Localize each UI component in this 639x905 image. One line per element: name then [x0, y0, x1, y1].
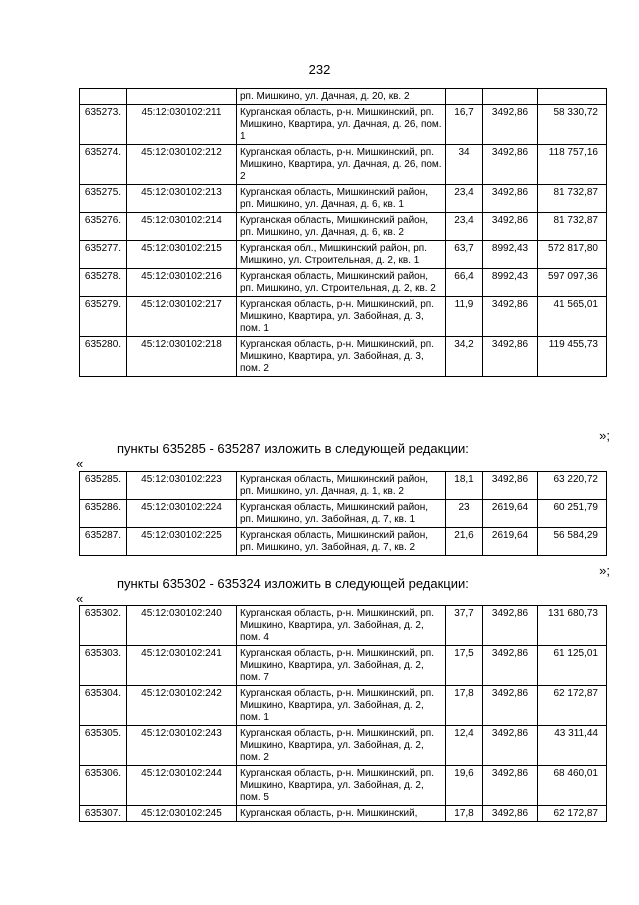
address-cell: Курганская область, р-н. Мишкинский, рп. Мишкино, Квартира, ул. Дачная, д. 26, пом. 2: [237, 145, 446, 185]
cost-cell: 118 757,16: [538, 145, 607, 185]
cost-cell: 119 455,73: [538, 337, 607, 377]
unit-price-cell: 3492,86: [483, 806, 538, 822]
item-number-cell: 635273.: [80, 105, 127, 145]
cadastral-number-cell: 45:12:030102:245: [127, 806, 237, 822]
cadastral-number-cell: 45:12:030102:241: [127, 646, 237, 686]
cadastral-number-cell: 45:12:030102:213: [127, 185, 237, 213]
closing-quote-2: »;: [599, 563, 610, 578]
address-cell: Курганская область, р-н. Мишкинский, рп. Мишкино, Квартира, ул. Забойная, д. 3, пом. 2: [237, 337, 446, 377]
address-cell: Курганская область, р-н. Мишкинский,: [237, 806, 446, 822]
address-cell: Курганская область, р-н. Мишкинский, рп. Мишкино, Квартира, ул. Забойная, д. 2, пом. 4: [237, 606, 446, 646]
unit-price-cell: 2619,64: [483, 528, 538, 556]
item-number-cell: 635278.: [80, 269, 127, 297]
cost-cell: 60 251,79: [538, 500, 607, 528]
item-number-cell: 635306.: [80, 766, 127, 806]
unit-price-cell: 3492,86: [483, 105, 538, 145]
table-row: [80, 806, 607, 822]
area-cell: 63,7: [446, 241, 483, 269]
cost-cell: 62 172,87: [538, 806, 607, 822]
registry-table-2-body: [80, 472, 607, 556]
cost-cell: 41 565,01: [538, 297, 607, 337]
amendment-instruction-2: пункты 635302 - 635324 изложить в следующей редакции:: [117, 576, 469, 591]
unit-price-cell: [483, 89, 538, 105]
table-row: [80, 89, 607, 105]
cost-cell: 43 311,44: [538, 726, 607, 766]
cadastral-number-cell: 45:12:030102:215: [127, 241, 237, 269]
cost-cell: 58 330,72: [538, 105, 607, 145]
address-cell: Курганская область, Мишкинский район, рп. Мишкино, ул. Строительная, д. 2, кв. 2: [237, 269, 446, 297]
area-cell: 34: [446, 145, 483, 185]
table-row: [80, 528, 607, 556]
area-cell: 12,4: [446, 726, 483, 766]
cadastral-number-cell: 45:12:030102:214: [127, 213, 237, 241]
table-row: [80, 726, 607, 766]
item-number-cell: [80, 89, 127, 105]
unit-price-cell: 8992,43: [483, 241, 538, 269]
address-cell: Курганская область, Мишкинский район, рп. Мишкино, ул. Дачная, д. 6, кв. 2: [237, 213, 446, 241]
address-cell: Курганская обл., Мишкинский район, рп. Мишкино, ул. Строительная, д. 2, кв. 1: [237, 241, 446, 269]
cost-cell: 56 584,29: [538, 528, 607, 556]
item-number-cell: 635275.: [80, 185, 127, 213]
item-number-cell: 635302.: [80, 606, 127, 646]
unit-price-cell: 3492,86: [483, 337, 538, 377]
item-number-cell: 635280.: [80, 337, 127, 377]
address-cell: Курганская область, Мишкинский район, рп. Мишкино, ул. Забойная, д. 7, кв. 1: [237, 500, 446, 528]
registry-table-3-body: [80, 606, 607, 822]
table-row: [80, 472, 607, 500]
cadastral-number-cell: 45:12:030102:218: [127, 337, 237, 377]
cadastral-number-cell: 45:12:030102:243: [127, 726, 237, 766]
address-cell: Курганская область, р-н. Мишкинский, рп. Мишкино, Квартира, ул. Забойная, д. 2, пом. 1: [237, 686, 446, 726]
table-row: [80, 337, 607, 377]
table-row: [80, 686, 607, 726]
unit-price-cell: 3492,86: [483, 472, 538, 500]
opening-quote-1: «: [76, 456, 84, 471]
cadastral-number-cell: 45:12:030102:223: [127, 472, 237, 500]
area-cell: 21,6: [446, 528, 483, 556]
cadastral-number-cell: 45:12:030102:212: [127, 145, 237, 185]
address-cell: Курганская область, Мишкинский район, рп. Мишкино, ул. Дачная, д. 6, кв. 1: [237, 185, 446, 213]
area-cell: [446, 89, 483, 105]
cost-cell: 572 817,80: [538, 241, 607, 269]
address-cell: Курганская область, Мишкинский район, рп. Мишкино, ул. Забойная, д. 7, кв. 2: [237, 528, 446, 556]
item-number-cell: 635277.: [80, 241, 127, 269]
area-cell: 23,4: [446, 213, 483, 241]
unit-price-cell: 8992,43: [483, 269, 538, 297]
area-cell: 17,8: [446, 686, 483, 726]
address-cell: рп. Мишкино, ул. Дачная, д. 20, кв. 2: [237, 89, 446, 105]
address-cell: Курганская область, р-н. Мишкинский, рп. Мишкино, Квартира, ул. Забойная, д. 3, пом. 1: [237, 297, 446, 337]
unit-price-cell: 3492,86: [483, 726, 538, 766]
table-row: [80, 297, 607, 337]
item-number-cell: 635307.: [80, 806, 127, 822]
area-cell: 16,7: [446, 105, 483, 145]
table-row: [80, 213, 607, 241]
unit-price-cell: 3492,86: [483, 686, 538, 726]
closing-quote-1: »;: [599, 428, 610, 443]
cadastral-number-cell: 45:12:030102:217: [127, 297, 237, 337]
table-row: [80, 766, 607, 806]
cost-cell: 68 460,01: [538, 766, 607, 806]
cadastral-number-cell: 45:12:030102:216: [127, 269, 237, 297]
address-cell: Курганская область, Мишкинский район, рп. Мишкино, ул. Дачная, д. 1, кв. 2: [237, 472, 446, 500]
registry-table-1: [79, 88, 607, 377]
address-cell: Курганская область, р-н. Мишкинский, рп. Мишкино, Квартира, ул. Забойная, д. 2, пом. 7: [237, 646, 446, 686]
area-cell: 11,9: [446, 297, 483, 337]
area-cell: 19,6: [446, 766, 483, 806]
unit-price-cell: 3492,86: [483, 297, 538, 337]
unit-price-cell: 3492,86: [483, 646, 538, 686]
cadastral-number-cell: 45:12:030102:211: [127, 105, 237, 145]
area-cell: 17,8: [446, 806, 483, 822]
area-cell: 23,4: [446, 185, 483, 213]
area-cell: 34,2: [446, 337, 483, 377]
cost-cell: [538, 89, 607, 105]
table-row: [80, 241, 607, 269]
item-number-cell: 635287.: [80, 528, 127, 556]
cadastral-number-cell: 45:12:030102:242: [127, 686, 237, 726]
table-row: [80, 145, 607, 185]
unit-price-cell: 3492,86: [483, 145, 538, 185]
item-number-cell: 635285.: [80, 472, 127, 500]
cadastral-number-cell: 45:12:030102:240: [127, 606, 237, 646]
table-row: [80, 606, 607, 646]
table-row: [80, 105, 607, 145]
unit-price-cell: 3492,86: [483, 213, 538, 241]
unit-price-cell: 3492,86: [483, 185, 538, 213]
item-number-cell: 635304.: [80, 686, 127, 726]
address-cell: Курганская область, р-н. Мишкинский, рп. Мишкино, Квартира, ул. Забойная, д. 2, пом. 2: [237, 726, 446, 766]
area-cell: 37,7: [446, 606, 483, 646]
table-row: [80, 269, 607, 297]
area-cell: 66,4: [446, 269, 483, 297]
address-cell: Курганская область, р-н. Мишкинский, рп. Мишкино, Квартира, ул. Дачная, д. 26, пом. 1: [237, 105, 446, 145]
page-number: 232: [308, 62, 331, 77]
cost-cell: 63 220,72: [538, 472, 607, 500]
cost-cell: 81 732,87: [538, 213, 607, 241]
address-cell: Курганская область, р-н. Мишкинский, рп. Мишкино, Квартира, ул. Забойная, д. 2, пом. 5: [237, 766, 446, 806]
cost-cell: 81 732,87: [538, 185, 607, 213]
cadastral-number-cell: [127, 89, 237, 105]
area-cell: 23: [446, 500, 483, 528]
cadastral-number-cell: 45:12:030102:225: [127, 528, 237, 556]
item-number-cell: 635286.: [80, 500, 127, 528]
cost-cell: 62 172,87: [538, 686, 607, 726]
area-cell: 18,1: [446, 472, 483, 500]
opening-quote-2: «: [76, 591, 84, 606]
item-number-cell: 635303.: [80, 646, 127, 686]
registry-table-3: [79, 605, 607, 822]
table-row: [80, 500, 607, 528]
item-number-cell: 635276.: [80, 213, 127, 241]
registry-table-2: [79, 471, 607, 556]
item-number-cell: 635305.: [80, 726, 127, 766]
cost-cell: 597 097,36: [538, 269, 607, 297]
area-cell: 17,5: [446, 646, 483, 686]
amendment-instruction-1: пункты 635285 - 635287 изложить в следующей редакции:: [117, 441, 469, 456]
unit-price-cell: 2619,64: [483, 500, 538, 528]
item-number-cell: 635279.: [80, 297, 127, 337]
table-row: [80, 185, 607, 213]
cadastral-number-cell: 45:12:030102:244: [127, 766, 237, 806]
registry-table-1-body: [80, 89, 607, 377]
cost-cell: 131 680,73: [538, 606, 607, 646]
item-number-cell: 635274.: [80, 145, 127, 185]
cadastral-number-cell: 45:12:030102:224: [127, 500, 237, 528]
cost-cell: 61 125,01: [538, 646, 607, 686]
unit-price-cell: 3492,86: [483, 606, 538, 646]
table-row: [80, 646, 607, 686]
unit-price-cell: 3492,86: [483, 766, 538, 806]
